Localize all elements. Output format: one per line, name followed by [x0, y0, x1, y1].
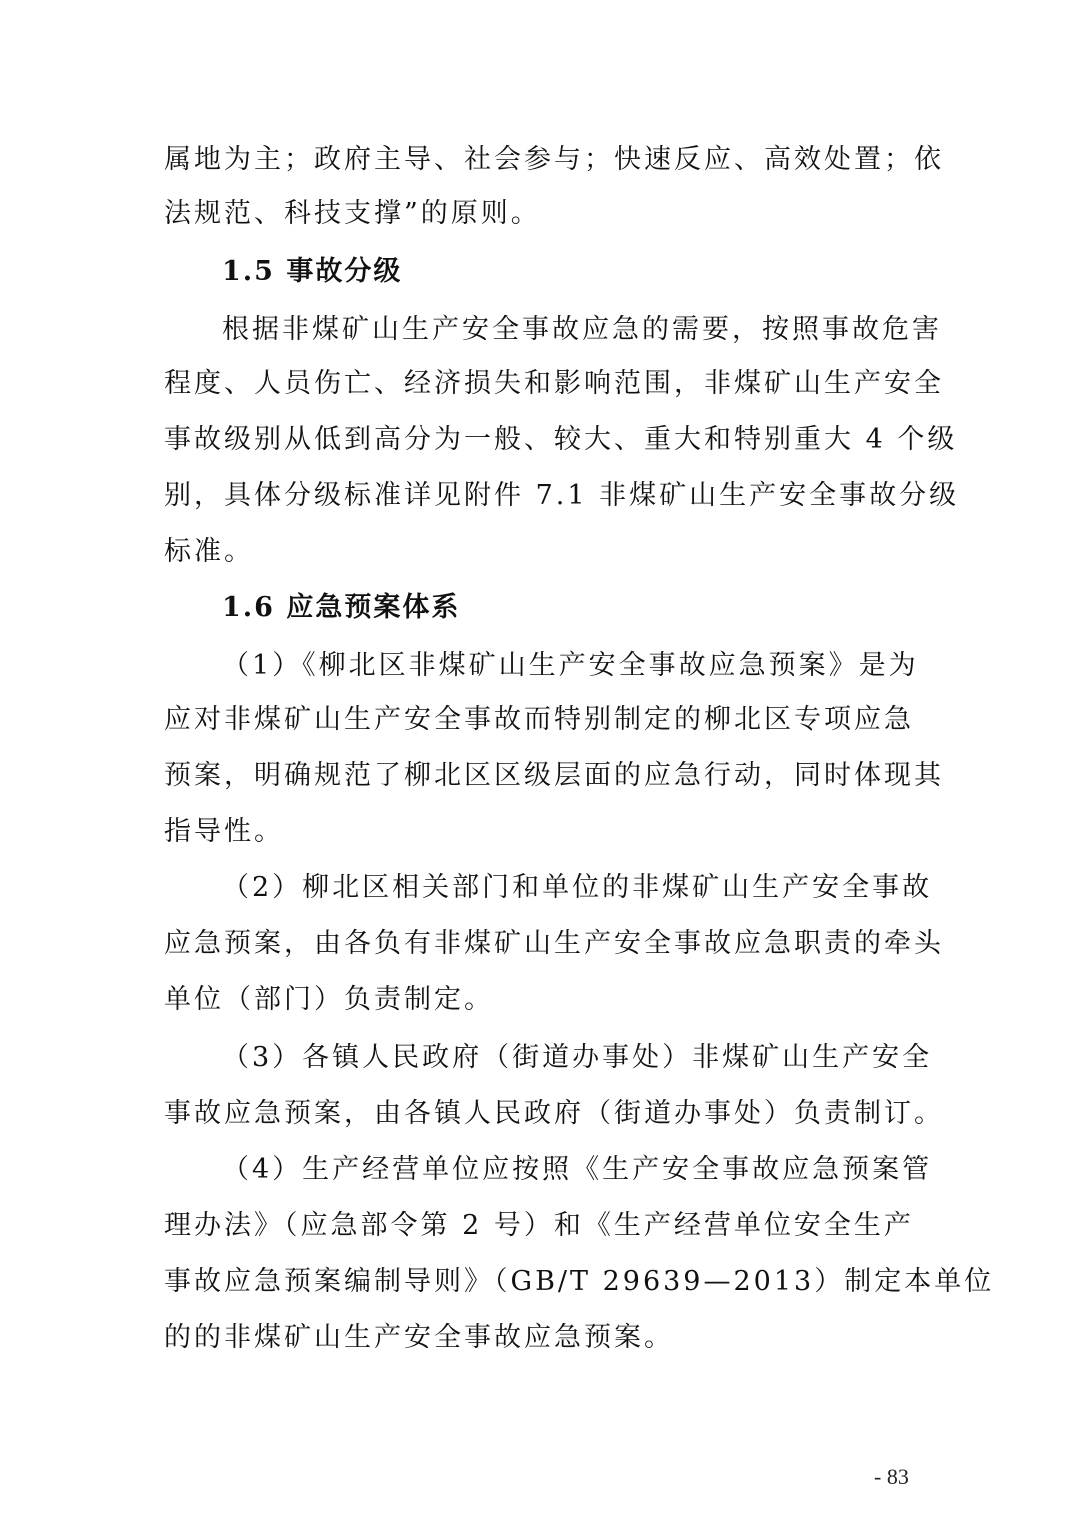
paragraph-line: （1）《柳北区非煤矿山生产安全事故应急预案》是为: [222, 650, 919, 681]
paragraph-line: 理办法》（应急部令第 2 号）和《生产经营单位安全生产: [164, 1210, 914, 1241]
paragraph-line: （4）生产经营单位应按照《生产安全事故应急预案管: [222, 1154, 933, 1185]
paragraph-line: 根据非煤矿山生产安全事故应急的需要，按照事故危害: [222, 314, 942, 345]
section-heading: 1.5 事故分级: [222, 256, 403, 287]
paragraph-line: （3）各镇人民政府（街道办事处）非煤矿山生产安全: [222, 1042, 933, 1073]
paragraph-line: 的的非煤矿山生产安全事故应急预案。: [164, 1322, 674, 1353]
paragraph-line: 标准。: [164, 536, 254, 567]
paragraph-line: 法规范、科技支撑”的原则。: [164, 198, 541, 229]
paragraph-line: 属地为主；政府主导、社会参与；快速反应、高效处置；依: [164, 144, 944, 175]
paragraph-line: 应急预案，由各负有非煤矿山生产安全事故应急职责的牵头: [164, 928, 944, 959]
paragraph-line: 指导性。: [164, 816, 284, 847]
paragraph-line: 单位（部门）负责制定。: [164, 984, 494, 1015]
page-number: - 83: [874, 1464, 909, 1489]
paragraph-line: 别，具体分级标准详见附件 7.1 非煤矿山生产安全事故分级: [164, 480, 960, 511]
section-heading: 1.6 应急预案体系: [222, 592, 461, 623]
paragraph-line: 程度、人员伤亡、经济损失和影响范围，非煤矿山生产安全: [164, 368, 944, 399]
paragraph-line: 预案，明确规范了柳北区区级层面的应急行动，同时体现其: [164, 760, 944, 791]
paragraph-line: 应对非煤矿山生产安全事故而特别制定的柳北区专项应急: [164, 704, 914, 735]
paragraph-line: 事故级别从低到高分为一般、较大、重大和特别重大 4 个级: [164, 424, 958, 455]
paragraph-line: （2）柳北区相关部门和单位的非煤矿山生产安全事故: [222, 872, 933, 903]
paragraph-line: 事故应急预案，由各镇人民政府（街道办事处）负责制订。: [164, 1098, 944, 1129]
paragraph-line: 事故应急预案编制导则》（GB/T 29639—2013）制定本单位: [164, 1266, 995, 1297]
